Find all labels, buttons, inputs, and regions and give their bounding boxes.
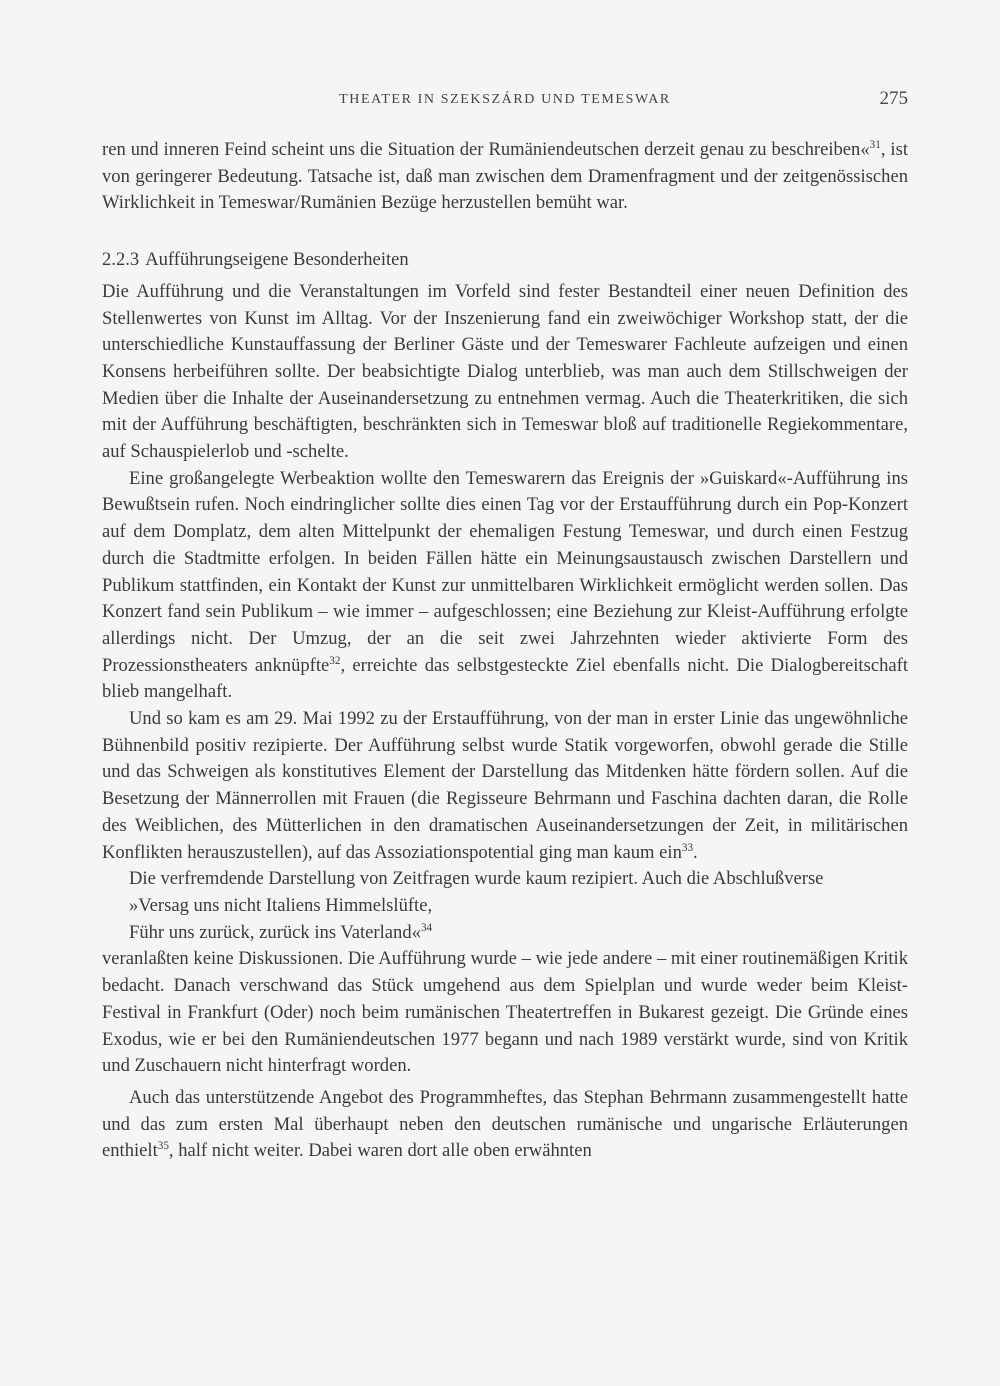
text-run: Auch das unterstützende Angebot des Programmheftes, das Stephan Behrmann zusammengestellt hatte und das zum ersten Mal überhaupt neben den deutschen rumänische und ungarische Erläuterungen enthielt bbox=[102, 1086, 908, 1162]
text-run: , half nicht weiter. Dabei waren dort alle oben erwähnten bbox=[168, 1140, 592, 1162]
footnote-ref[interactable]: 33 bbox=[681, 841, 694, 854]
text-run: Führ uns zurück, zurück ins Vaterland« bbox=[129, 921, 421, 943]
paragraph-continuation bbox=[102, 137, 908, 217]
footnote-ref[interactable]: 31 bbox=[869, 138, 881, 151]
text-run: Eine großangelegte Werbeaktion wollte den Temeswarern das Ereignis der »Guiskard«-Aufführung ins Bewußtsein rufen. Noch eindringlicher sollte dies einen Tag vor der Erstaufführung durch ein Pop-Konzert auf dem Domplatz, dem alten Mittelpunkt der ehemaligen Festung Temeswar, und durch einen Festzug durch die Stadtmitte erfolgen. In beiden Fällen hätte ein Meinungsaustausch zwischen Darstellern und Publikum stattfinden, ein Kontakt der Kunst zur unmittelbaren Wirklichkeit ermöglicht werden sollen. Das Konzert fand sein Publikum – wie immer – aufgeschlossen; eine Beziehung zur Kleist-Aufführung erfolgte allerdings nicht. Der Umzug, der an die seit zwei Jahrzehnten wieder aktivierte Form des Prozessionstheaters anknüpfte bbox=[102, 467, 908, 676]
running-head: THEATER IN SZEKSZÁRD UND TEMESWAR bbox=[339, 92, 671, 107]
body-text bbox=[102, 137, 908, 1165]
text-run: , erreichte das selbstgesteckte Ziel ebenfalls nicht. Die Dialogbereitschaft blieb mangelhaft. bbox=[102, 654, 908, 703]
footnote-ref[interactable]: 34 bbox=[420, 921, 433, 934]
verse-line: »Versag uns nicht Italiens Himmelslüfte, bbox=[129, 894, 433, 916]
verse-line bbox=[102, 920, 908, 947]
paragraph: Die Aufführung und die Veranstaltungen im Vorfeld sind fester Bestandteil einer neuen Definition des Stellenwertes von Kunst im Alltag. Vor der Inszenierung fand ein zweiwöchiger Workshop statt, der die unterschiedliche Kunstauffassung der Berliner Gäste und der Temeswarer Fachleute aufzeigen und einen Konsens herbeiführen sollte. Der beabsichtigte Dialog unterblieb, was man auch dem Stillschweigen der Medien über die Inhalte der Auseinandersetzung zu entnehmen vermag. Auch die Theaterkritiken, die sich mit der Aufführung beschäftigten, beschränkten sich in Temeswar bloß auf traditionelle Regiekommentare, auf Schauspielerlob und -schelte. bbox=[102, 280, 908, 463]
paragraph: Die verfremdende Darstellung von Zeitfragen wurde kaum rezipiert. Auch die Abschlußverse bbox=[129, 868, 824, 890]
paragraph bbox=[102, 706, 908, 866]
section-title: Aufführungseigene Besonderheiten bbox=[145, 249, 409, 271]
footnote-ref[interactable]: 32 bbox=[329, 654, 341, 667]
section-number: 2.2.3 bbox=[102, 249, 140, 271]
text-run: . bbox=[693, 841, 698, 863]
paragraph bbox=[102, 466, 908, 706]
page-header bbox=[102, 88, 908, 114]
paragraph bbox=[102, 1085, 908, 1165]
footnote-ref[interactable]: 35 bbox=[157, 1140, 169, 1153]
text-run: , ist von geringerer Bedeutung. Tatsache ist, daß man zwischen dem Dramenfragment und der zeitgenössischen Wirklichkeit in Temeswar/Rumänien Bezüge herzustellen bemüht war. bbox=[102, 139, 908, 214]
text-run: ren und inneren Feind scheint uns die Situation der Rumäniendeutschen derzeit genau zu beschreiben« bbox=[102, 139, 870, 160]
paragraph-continuation: veranlaßten keine Diskussionen. Die Aufführung wurde – wie jede andere – mit einer routinemäßigen Kritik bedacht. Danach verschwand das Stück umgehend aus dem Spielplan und wurde weder beim Kleist-Festival in Frankfurt (Oder) noch beim rumänischen Theatertreffen in Bukarest gezeigt. Die Gründe eines Exodus, wie er bei den Rumäniendeutschen 1977 begann und nach 1989 verstärkt wurde, sind von Kritik und Zuschauern nicht hinterfragt worden. bbox=[102, 948, 908, 1077]
text-run: Und so kam es am 29. Mai 1992 zu der Erstaufführung, von der man in erster Linie das ungewöhnliche Bühnenbild positiv rezipierte. Der Aufführung selbst wurde Statik vorgeworfen, obwohl gerade die Stille und das Schweigen als konstitutives Element der Darstellung das Mitdenken hätte fördern sollen. Auf die Besetzung der Männerrollen mit Frauen (die Regisseure Behrmann und Faschina dachten daran, die Rolle des Weiblichen, des Mütterlichen in den dramatischen Auseinandersetzungen der Zeit, in militärischen Konflikten herauszustellen), auf das Assoziationspotential ging man kaum ein bbox=[102, 708, 908, 863]
page-number: 275 bbox=[879, 88, 908, 109]
section-heading bbox=[102, 247, 908, 274]
